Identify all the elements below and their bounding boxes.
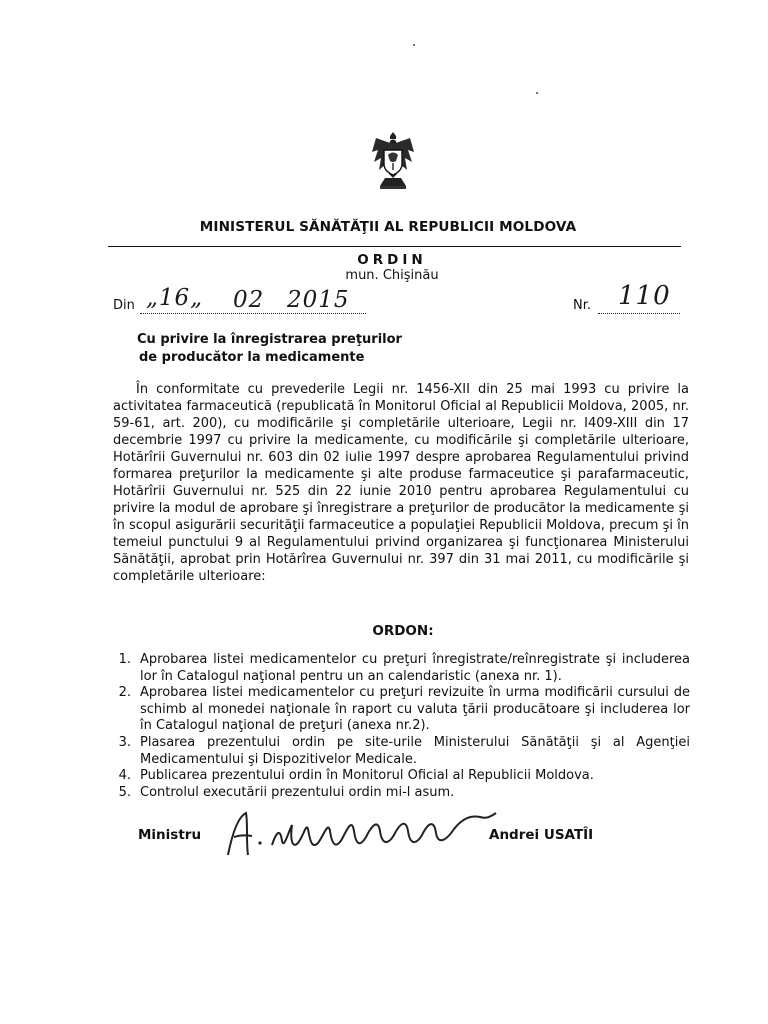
scan-speck [413,44,415,46]
date-year-handwritten: 2015 [287,287,350,313]
order-subject [137,331,497,367]
list-item-text: Controlul executării prezentului ordin mi-l asum. [140,784,455,800]
list-item-text: Aprobarea listei medicamentelor cu preţuri înregistrate/reînregistrate şi includerea lor în Catalogul naţional pentru un an calendaristic (anexa nr. 1). [140,652,690,684]
document-city: mun. Chişinău [345,268,439,283]
list-item [113,685,690,735]
list-item [113,785,690,802]
moldova-coat-of-arms-icon [370,130,416,194]
header-divider [108,246,681,247]
subject-line-2: de producător la medicamente [139,350,365,365]
ministry-name: MINISTERUL SĂNĂTĂŢII AL REPUBLICII MOLDOVA [199,219,577,235]
list-item-text: Aprobarea listei medicamentelor cu preţuri revizuite în urma modificării cursului de schimb al monedei naţionale în raport cu valuta ţării producătoare şi includerea lor în Catalogul naţional de preţuri (anexa nr.2). [140,685,690,734]
list-item-number: 1. [118,652,131,667]
list-item-number: 4. [118,768,131,784]
signatory-name: Andrei USATÎI [489,827,594,843]
signatory-title: Ministru [138,827,202,843]
date-label: Din [113,298,135,313]
document-type: ORDIN [357,252,427,268]
list-item-number: 2. [118,685,131,701]
list-item [113,652,690,685]
scan-speck [536,92,538,94]
number-dotted-line [598,313,680,314]
subject-line-1: Cu privire la înregistrarea preţurilor [137,332,402,347]
handwritten-signature [218,805,503,861]
ordon-list [113,652,690,801]
date-dotted-line [140,313,366,314]
list-item [113,735,690,768]
date-day-handwritten: „16„ [146,285,204,311]
number-label: Nr. [573,298,592,313]
list-item-number: 3. [118,734,131,750]
list-item-text: Plasarea prezentului ordin pe site-urile Ministerului Sănătăţii şi al Agenţiei Medicamentului şi Dispozitivelor Medicale. [140,734,690,767]
ordon-heading: ORDON: [372,623,434,639]
list-item [113,768,690,785]
preamble-paragraph: În conformitate cu prevederile Legii nr. 1456-XII din 25 mai 1993 cu privire la activitatea farmaceutică (republicată în Monitorul Oficial al Republicii Moldova, 2005, nr. 59-61, art. 200), cu modificările şi completările ulterioare, Legii nr. I409-XIII din 17 decembrie 1997 cu privire la medicamente, cu modificările şi completările ulterioare, Hotărîrii Guvernului nr. 603 din 02 iulie 1997 despre aprobarea Regulamentului privind formarea preţurilor la medicamente şi alte produse farmaceutice şi parafarmaceutic, Hotărîrii Guvernului nr. 525 din 22 iunie 2010 pentru aprobarea Regulamentului cu privire la modul de aprobare şi înregistrare a preţurilor de producător la medicamente şi în scopul asigurării securităţii farmaceutice a populaţiei Republicii Moldova, precum şi în temeiul punctului 9 al Regulamentului privind organizarea şi funcţionarea Ministerului Sănătăţii, aprobat prin Hotărîrea Guvernului nr. 397 din 31 mai 2011, cu modificările şi completările ulterioare: [113,382,689,584]
date-month-handwritten: 02 [233,287,265,313]
order-number-handwritten: 110 [618,281,671,311]
list-item-text: Publicarea prezentului ordin în Monitorul Oficial al Republicii Moldova. [140,768,594,784]
list-item-number: 5. [118,784,131,800]
